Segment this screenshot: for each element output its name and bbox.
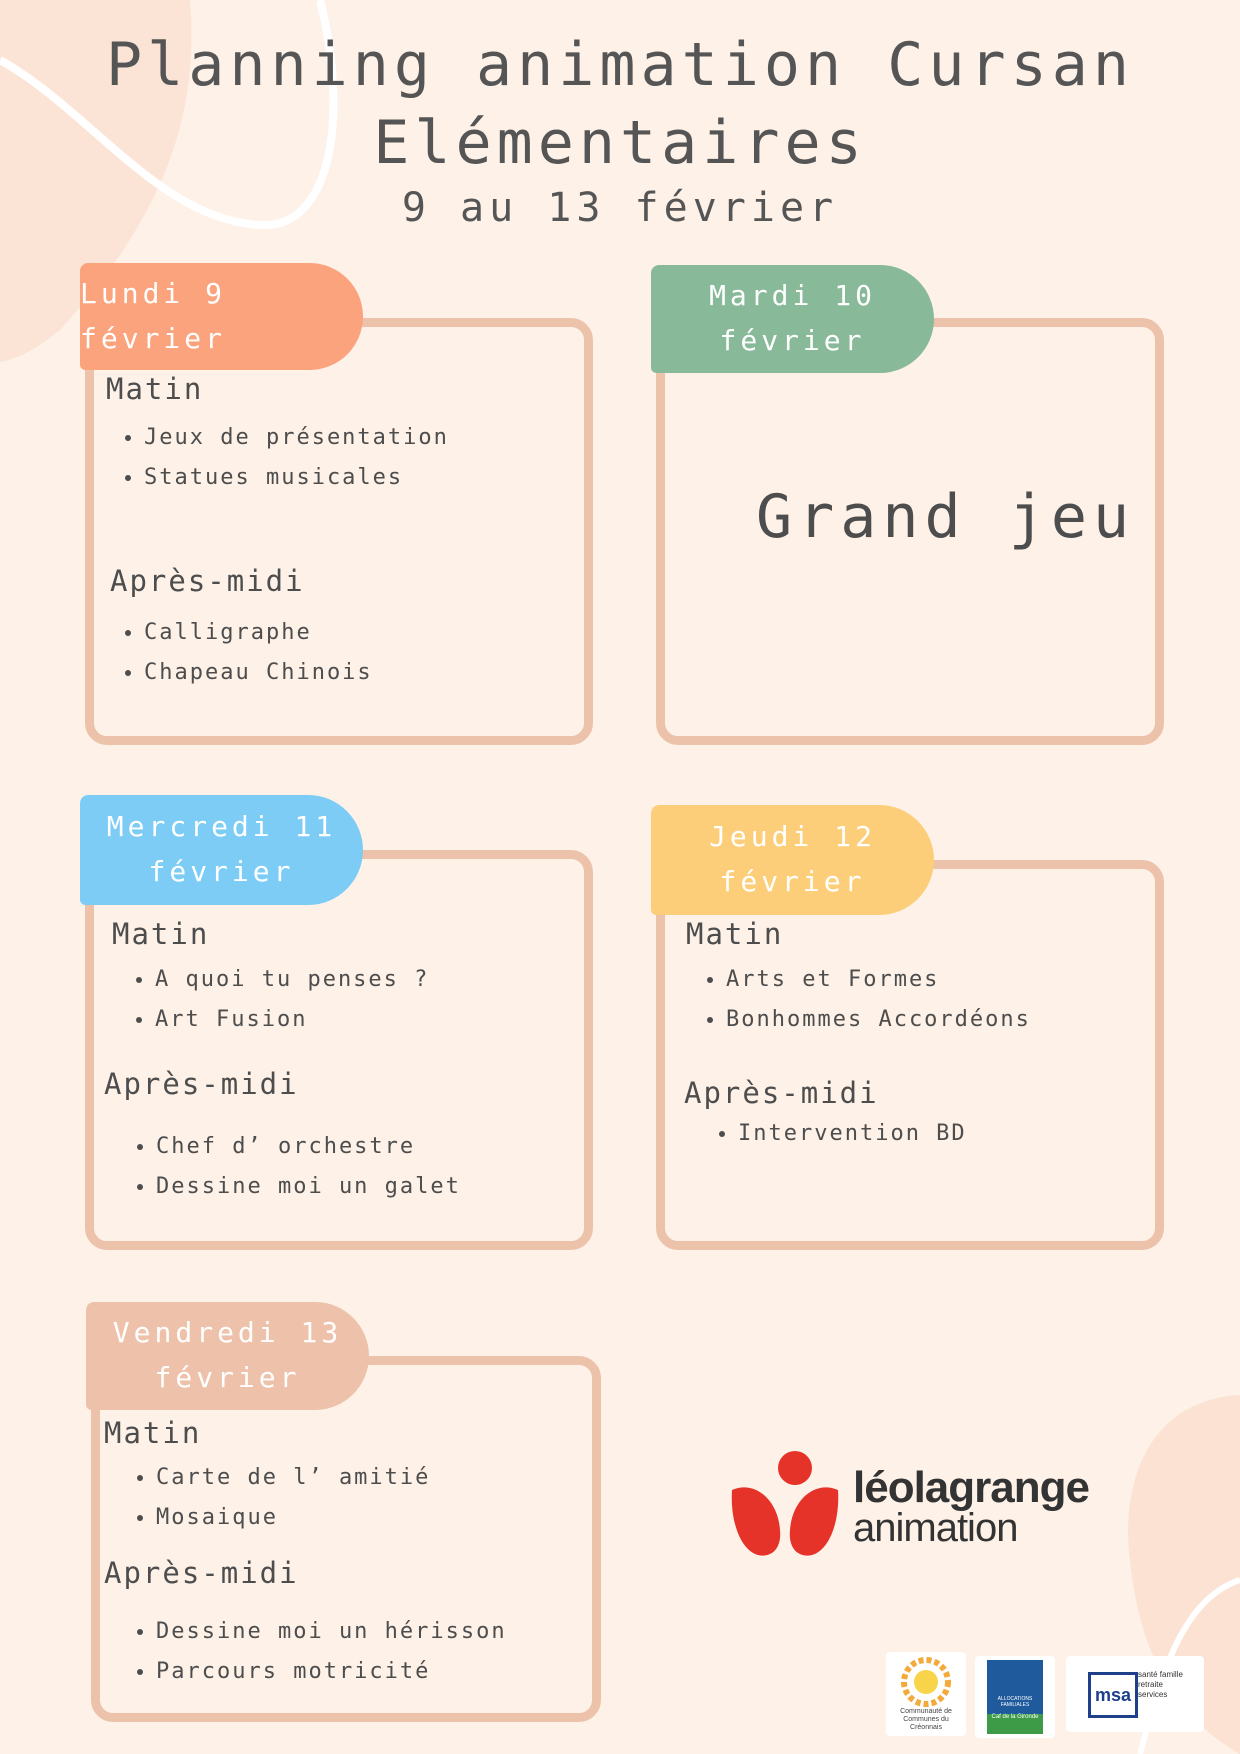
- day-label-line1: Mardi 10: [709, 279, 876, 313]
- list-item: • Parcours motricité: [156, 1652, 507, 1692]
- day-label-line2: février: [154, 1361, 301, 1394]
- partner-label: Communauté de Communes du Créonnais: [900, 1708, 952, 1731]
- list-item: • Chef d’ orchestre: [156, 1127, 461, 1167]
- partner-sublabel: Caf de la Gironde: [987, 1714, 1043, 1734]
- morning-heading: Matin: [104, 1416, 202, 1450]
- list-item: • Chapeau Chinois: [144, 653, 373, 693]
- list-item: • Intervention BD: [738, 1114, 967, 1154]
- afternoon-activities: [116, 613, 373, 693]
- list-item: • Dessine moi un galet: [156, 1167, 461, 1207]
- morning-activities: [127, 960, 429, 1040]
- list-item: • Mosaique: [156, 1498, 430, 1538]
- leo-lagrange-logo-icon: [730, 1450, 840, 1560]
- morning-activities: [128, 1458, 430, 1538]
- list-item: • Bonhommes Accordéons: [726, 1000, 1031, 1040]
- partner-logo-cdc: [886, 1652, 966, 1736]
- morning-activities: [116, 418, 449, 498]
- day-label-line2: février: [719, 865, 866, 898]
- afternoon-activities: [128, 1612, 507, 1692]
- list-item: • Dessine moi un hérisson: [156, 1612, 507, 1652]
- partner-sublabel: santé famille retraite services: [1138, 1670, 1183, 1699]
- day-tab-wednesday: [80, 795, 363, 905]
- page-title: Planning animation Cursan: [105, 30, 1135, 100]
- day-tab-thursday: [651, 805, 934, 915]
- morning-heading: Matin: [106, 372, 204, 406]
- list-item: • Arts et Formes: [726, 960, 1031, 1000]
- afternoon-activities: [128, 1127, 461, 1207]
- partner-logo-caf: [975, 1656, 1055, 1738]
- afternoon-heading: Après-midi: [110, 564, 305, 598]
- partner-label: ALLOCATIONS FAMILIALES: [997, 1696, 1033, 1708]
- day-tab-friday: [86, 1302, 369, 1410]
- afternoon-activities: [710, 1114, 967, 1154]
- day-label-line1: Jeudi 12: [709, 820, 876, 854]
- morning-heading: Matin: [686, 917, 784, 951]
- afternoon-heading: Après-midi: [104, 1067, 299, 1101]
- day-tab-monday: [80, 263, 363, 370]
- main-activity: Grand jeu: [756, 482, 1136, 552]
- list-item: • Statues musicales: [144, 458, 449, 498]
- morning-heading: Matin: [112, 917, 210, 951]
- list-item: • Calligraphe: [144, 613, 373, 653]
- page-subtitle: Elémentaires: [373, 108, 867, 178]
- day-label-line1: Vendredi 13: [112, 1316, 343, 1350]
- day-tab-tuesday: [651, 265, 934, 373]
- day-label: Lundi 9 février: [80, 276, 227, 355]
- logo-subtitle: animation: [853, 1506, 1018, 1550]
- day-label-line2: février: [148, 855, 295, 888]
- logo-wordmark: léolagrange: [853, 1463, 1089, 1512]
- morning-activities: [698, 960, 1031, 1040]
- msa-logo-icon: msa: [1088, 1672, 1138, 1718]
- date-range: 9 au 13 février: [401, 185, 839, 231]
- list-item: • Jeux de présentation: [144, 418, 449, 458]
- list-item: • Carte de l’ amitié: [156, 1458, 430, 1498]
- list-item: • A quoi tu penses ?: [155, 960, 429, 1000]
- afternoon-heading: Après-midi: [104, 1556, 299, 1590]
- partner-logo-msa: [1066, 1656, 1204, 1732]
- day-label-line2: février: [719, 324, 866, 357]
- afternoon-heading: Après-midi: [684, 1076, 879, 1110]
- day-label-line1: Mercredi 11: [106, 810, 337, 844]
- list-item: • Art Fusion: [155, 1000, 429, 1040]
